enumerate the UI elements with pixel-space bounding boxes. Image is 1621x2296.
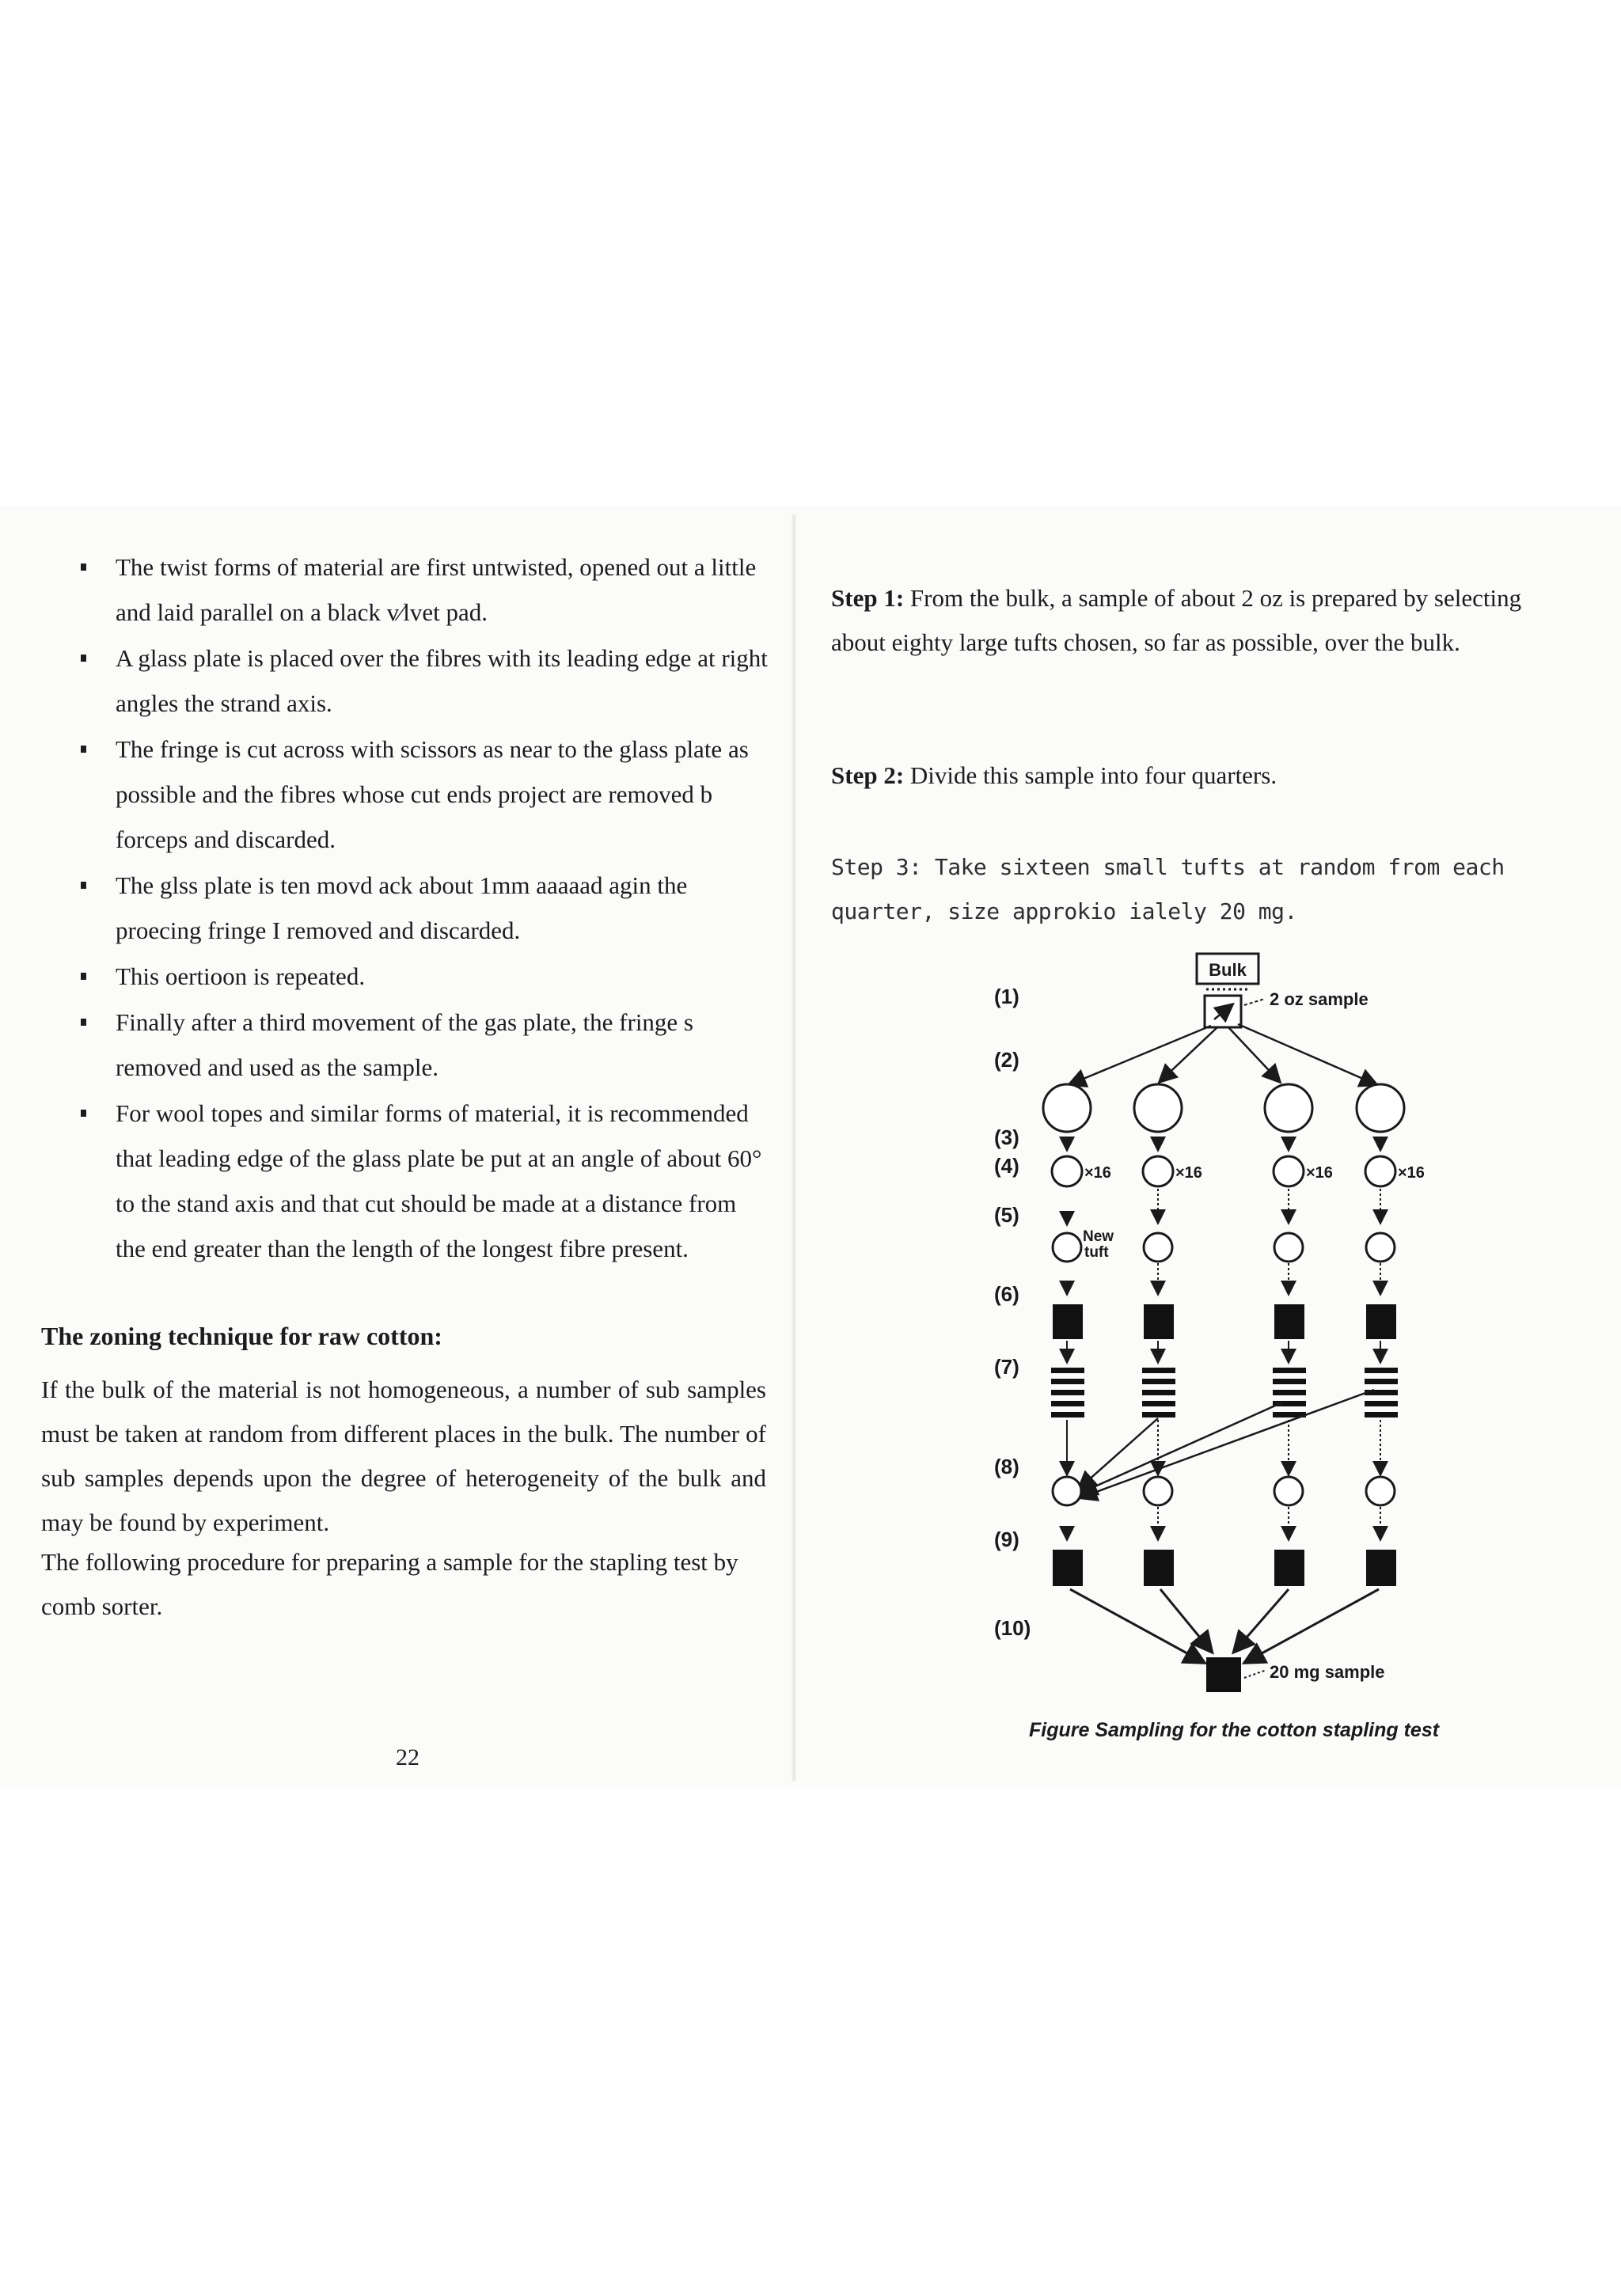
row-label: (4)	[994, 1154, 1019, 1178]
step-label: Step 2:	[831, 761, 905, 789]
row-label: (5)	[994, 1203, 1019, 1227]
section-heading: The zoning technique for raw cotton:	[41, 1322, 442, 1350]
tuft-circle	[1052, 1156, 1082, 1186]
tuft-circle	[1366, 1477, 1395, 1505]
row-label: (9)	[994, 1528, 1019, 1551]
step-label: Step 1:	[831, 584, 905, 612]
bullet-marker	[81, 1019, 86, 1026]
new-tuft-label: tuft	[1084, 1244, 1109, 1261]
bullet-item: The twist forms of material are first untwisted, opened out a little and laid parallel on a black v∕lvet pad.	[73, 545, 769, 635]
sample-square	[1366, 1550, 1396, 1586]
sampling-flow-diagram	[934, 942, 1583, 1765]
tuft-circle	[1365, 1156, 1395, 1186]
bullet-item: The glss plate is ten movd ack about 1mm aaaaad agin the proecing fringe I removed and discarded.	[73, 863, 769, 953]
book-gutter	[792, 514, 796, 1781]
row-label: (2)	[994, 1048, 1019, 1072]
row-label: (8)	[994, 1455, 1019, 1478]
quarter-circle	[1134, 1084, 1182, 1132]
sample-square	[1274, 1550, 1304, 1586]
row-label: (3)	[994, 1125, 1019, 1149]
final-sample-label: 20 mg sample	[1270, 1662, 1385, 1682]
times-16-label: ×16	[1398, 1164, 1425, 1182]
page-number: 22	[396, 1744, 419, 1770]
sampling-diagram-svg	[934, 942, 1583, 1702]
row-label: (7)	[994, 1355, 1019, 1379]
new-tuft-circle	[1053, 1233, 1081, 1262]
bullet-item: For wool topes and similar forms of material, it is recommended that leading edge of the glass plate be put at an angle of about 60° to the stand axis and that cut should be made at a distance from the end greater than the length of the longest fibre present.	[73, 1091, 769, 1271]
step-text: From the bulk, a sample of about 2 oz is prepared by selecting about eighty large tufts chosen, so far as possible, over the bulk.	[831, 584, 1522, 656]
quarter-circle	[1265, 1084, 1312, 1132]
step-3: Step 3: Take sixteen small tufts at random from each quarter, size approkio ialely 20 mg.	[831, 854, 1505, 924]
row-label: (10)	[994, 1616, 1031, 1640]
tuft-circle	[1274, 1233, 1303, 1262]
bullet-item: A glass plate is placed over the fibres with its leading edge at right angles the strand axis.	[73, 636, 769, 726]
times-16-label: ×16	[1175, 1164, 1202, 1182]
body-paragraph: If the bulk of the material is not homogeneous, a number of sub samples must be taken at random from different places in the bulk. The number of sub samples depends upon the degree of heterogeneity of the bulk and may be found by experiment.	[41, 1376, 766, 1536]
step-1	[831, 576, 1543, 665]
sample-square	[1274, 1304, 1304, 1339]
bullet-item: The fringe is cut across with scissors as near to the glass plate as possible and the fibres whose cut ends project are removed b forceps and discarded.	[73, 727, 769, 862]
bullet-marker	[81, 973, 86, 980]
bulk-label: Bulk	[1209, 960, 1247, 980]
bullet-marker	[81, 882, 86, 889]
sample-square	[1144, 1304, 1174, 1339]
new-tuft-label: New	[1083, 1228, 1114, 1245]
row-label: (6)	[994, 1282, 1019, 1306]
step-2	[831, 753, 1543, 798]
tuft-circle	[1143, 1156, 1173, 1186]
bullet-marker	[81, 1110, 86, 1117]
sample-square	[1144, 1550, 1174, 1586]
tuft-circle	[1144, 1233, 1172, 1262]
body-paragraph: The following procedure for preparing a sample for the stapling test by comb sorter.	[41, 1548, 738, 1620]
tuft-circle	[1366, 1233, 1395, 1262]
row-label: (1)	[994, 985, 1019, 1008]
quarter-circle	[1043, 1084, 1091, 1132]
bullet-marker	[81, 746, 86, 753]
tuft-circle	[1053, 1477, 1081, 1505]
times-16-label: ×16	[1306, 1164, 1333, 1182]
sample-square	[1053, 1304, 1083, 1339]
step-text: Divide this sample into four quarters.	[909, 761, 1277, 789]
tuft-circle	[1274, 1156, 1304, 1186]
times-16-label: ×16	[1084, 1164, 1111, 1182]
bullet-item: Finally after a third movement of the gas plate, the fringe s removed and used as the sample.	[73, 1000, 769, 1090]
bullet-item: This oertioon is repeated.	[73, 954, 769, 999]
bullet-marker	[81, 564, 86, 571]
sample-square	[1053, 1550, 1083, 1586]
bullet-marker	[81, 655, 86, 662]
divided-strips	[1051, 1368, 1398, 1417]
two-oz-sample-label: 2 oz sample	[1270, 989, 1369, 1009]
quarter-circle	[1357, 1084, 1404, 1132]
figure-caption: Figure Sampling for the cotton stapling test	[1029, 1719, 1440, 1741]
tuft-circle	[1274, 1477, 1303, 1505]
final-sample-square	[1206, 1657, 1241, 1692]
tuft-circle	[1144, 1477, 1172, 1505]
sample-square	[1366, 1304, 1396, 1339]
procedure-bullet-list	[73, 545, 769, 1272]
